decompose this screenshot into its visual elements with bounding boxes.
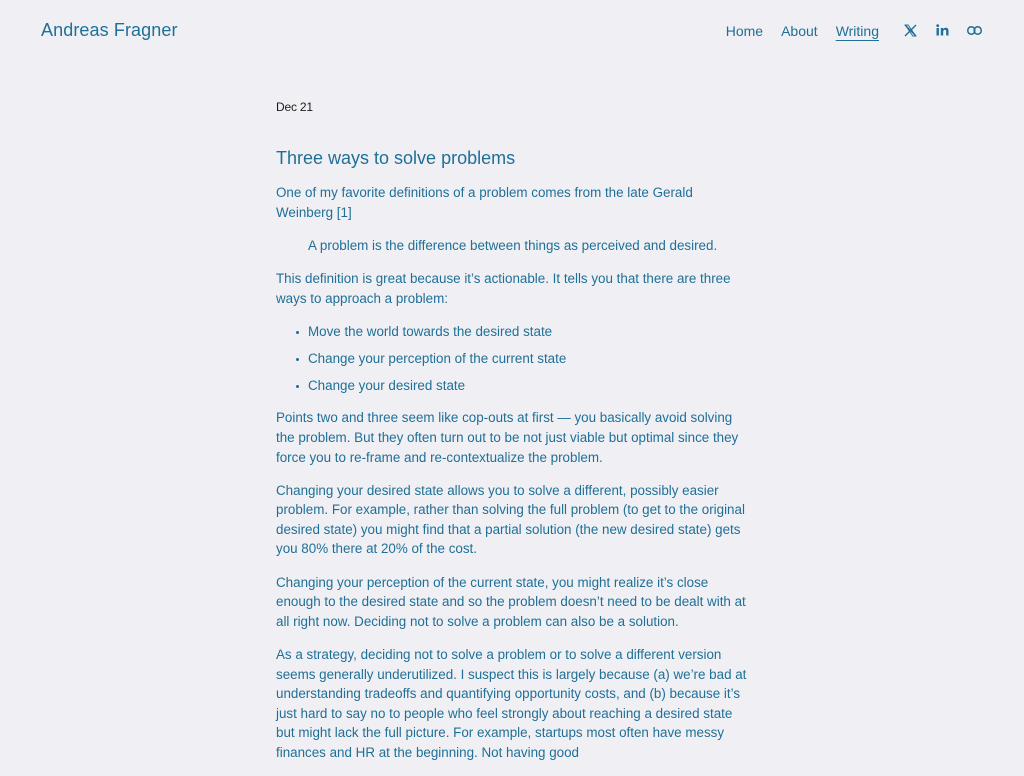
paragraph-4: Changing your desired state allows you to solve a different, possibly easier problem. For example, rather than solving the full problem (to get to the original desired state) you might find that a partial solution (the new desired state) gets you 80% there at 20% of the cost. bbox=[276, 482, 745, 557]
paragraph-6: As a strategy, deciding not to solve a problem or to solve a different version seems generally underutilized. I suspect this is largely because (a) we’re bad at understanding tradeoffs and quantifying opportunity costs, and (b) because it’s just hard to say no to people who feel strongly about reaching a desired state but might lack the full picture. For example, startups most often have messy finances and HR at the beginning. Not having good bbox=[276, 647, 747, 760]
link-icon[interactable] bbox=[965, 21, 983, 39]
list-item: Change your desired state bbox=[308, 376, 748, 396]
paragraph-intro: One of my favorite definitions of a problem comes from the late Gerald Weinberg [1] bbox=[276, 185, 693, 220]
nav-about[interactable]: About bbox=[781, 23, 818, 39]
article bbox=[276, 100, 748, 776]
main-nav bbox=[726, 23, 879, 39]
nav-writing[interactable]: Writing bbox=[835, 23, 879, 39]
list-item: Move the world towards the desired state bbox=[308, 322, 748, 342]
paragraph-3: Points two and three seem like cop-outs at first — you basically avoid solving the problem. But they often turn out to be not just viable but optimal since they force you to re-frame and re-contextualize the problem. bbox=[276, 410, 739, 465]
site-title-link[interactable]: Andreas Fragner bbox=[41, 20, 178, 40]
linkedin-icon[interactable] bbox=[933, 21, 951, 39]
list-item: Change your perception of the current state bbox=[308, 349, 748, 369]
nav-home[interactable]: Home bbox=[725, 23, 764, 39]
post-date: Dec 21 bbox=[276, 100, 313, 114]
post-title: Three ways to solve problems bbox=[276, 148, 516, 168]
site-header bbox=[0, 0, 1024, 62]
paragraph-5: Changing your perception of the current state, you might realize it’s close enough to the desired state and so the problem doesn’t need to be dealt with at all right now. Deciding not to solve a problem can also be a solution. bbox=[276, 574, 746, 629]
approach-list bbox=[276, 322, 748, 396]
paragraph-2: This definition is great because it’s actionable. It tells you that there are three ways to approach a problem: bbox=[276, 270, 731, 306]
x-icon[interactable] bbox=[901, 21, 919, 39]
social-links bbox=[901, 21, 983, 39]
quote: A problem is the difference between things as perceived and desired. bbox=[308, 237, 718, 253]
